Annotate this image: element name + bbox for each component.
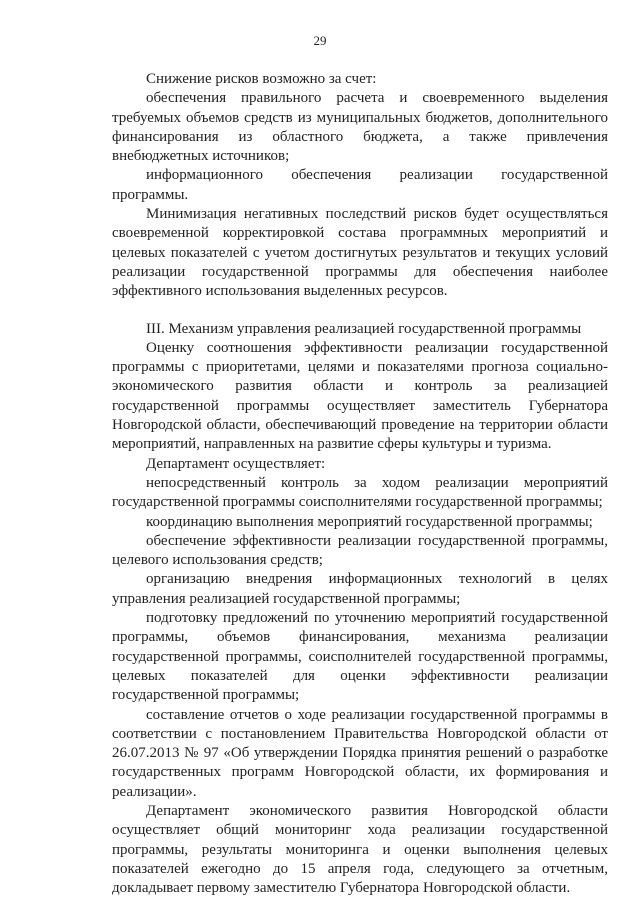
paragraph-department-duties-intro: Департамент осуществляет: [146, 455, 326, 472]
document-body [112, 70, 608, 898]
paragraph-efficiency-provision: обеспечение эффективности реализации государственной программы, целевого использования средств; [112, 532, 608, 569]
paragraph-risk-reduction-intro: Снижение рисков возможно за счет: [146, 71, 377, 87]
page-number: 29 [313, 33, 327, 48]
paragraph-monitoring: Департамент экономического развития Новгородской области осуществляет общий мониторинг хода реализации государственной программы, результаты мониторинга и оценки выполнения целевых показателей ежегодно до 15 апреля года, следующего за отчетным, докладывает первому заместителю Губернатора Новгородской области. [112, 802, 608, 897]
paragraph-information-support: информационного обеспечения реализации государственной программы. [112, 167, 608, 203]
paragraph-proposals-preparation: подготовку предложений по уточнению мероприятий государственной программы, объемов финансирования, механизма реализации государственной программы, соисполнителей государственной программы, целевых показателей для оценки эффективности реализации государственной программы; [112, 610, 608, 704]
paragraph-risk-minimization: Минимизация негативных последствий рисков будет осуществляться своевременной корректировкой состава программных мероприятий и целевых показателей с учетом достигнутых результатов и текущих условий реализации государственной программы для обеспечения наиболее эффективного использования выделенных ресурсов. [112, 206, 608, 300]
paragraph-it-implementation: организацию внедрения информационных технологий в целях управления реализацией государственной программы; [112, 571, 608, 607]
paragraph-coordination: координацию выполнения мероприятий государственной программы; [146, 513, 593, 530]
paragraph-direct-control: непосредственный контроль за ходом реализации мероприятий государственной программы соисполнителями государственной программы; [112, 474, 608, 511]
paragraph-efficiency-assessment: Оценку соотношения эффективности реализации государственной программы с приоритетами, целями и показателями прогноза социально-экономического развития области и контроль за реализацией государственной программы осуществляет заместитель Губернатора Новгородской области, обеспечивающий проведение на территории области мероприятий, направленных на развитие сферы культуры и туризма. [112, 339, 608, 453]
section-heading-management-mechanism: III. Механизм управления реализацией государственной программы [146, 320, 582, 337]
paragraph-reporting: составление отчетов о ходе реализации государственной программы в соответствии с постановлением Правительства Новгородской области от 26.07.2013 № 97 «Об утверждении Порядка принятия решений о разработке государственных программ Новгородской области, их формирования и реализации». [112, 706, 608, 800]
paragraph-financing-provision: обеспечения правильного расчета и своевременного выделения требуемых объемов средств из муниципальных бюджетов, дополнительного финансирования из областного бюджета, а также привлечения внебюджетных источников; [112, 90, 608, 165]
